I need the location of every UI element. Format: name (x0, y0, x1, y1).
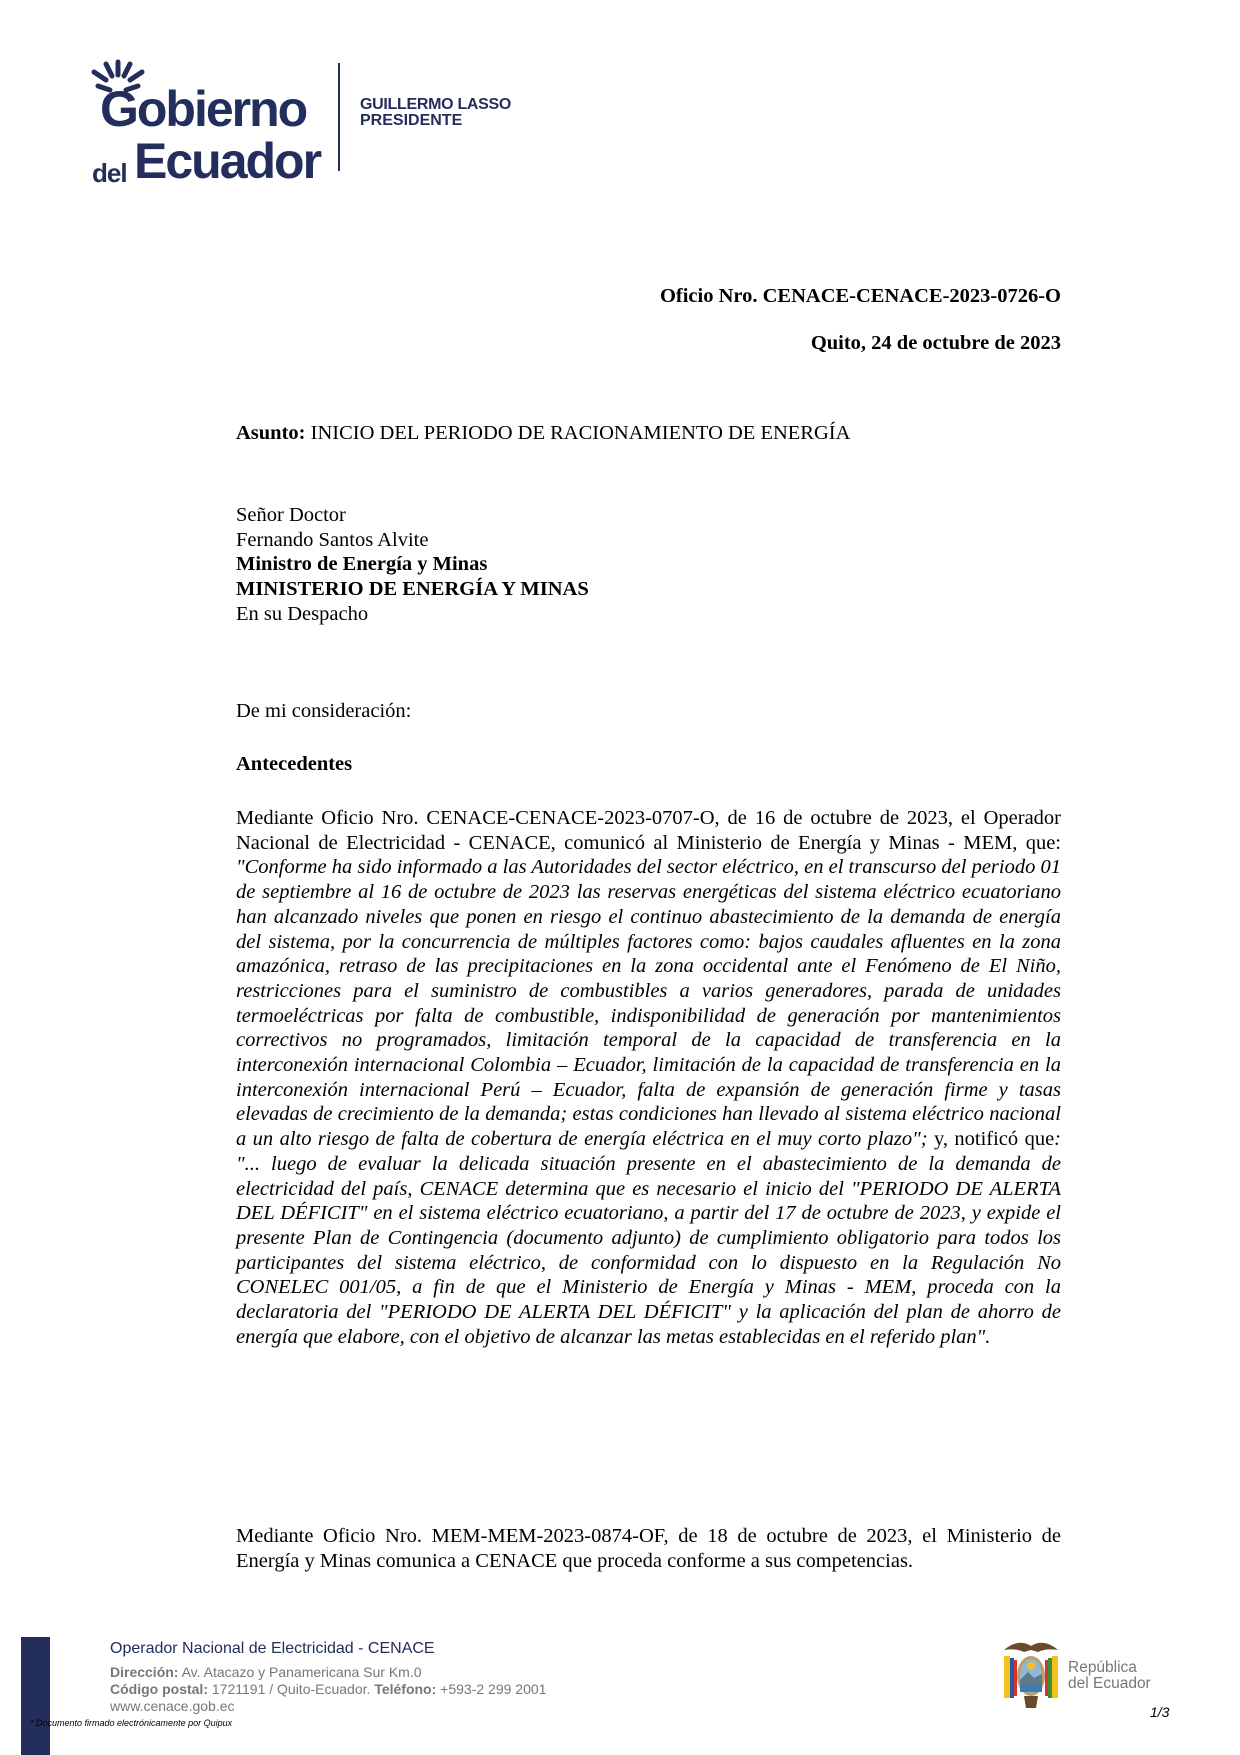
subject-label: Asunto: (236, 422, 306, 444)
footer-accent-bar (21, 1637, 50, 1755)
document-reference: Oficio Nro. CENACE-CENACE-2023-0726-O (659, 285, 1061, 307)
president-name: GUILLERMO LASSO (360, 96, 512, 113)
footer-address-label: Dirección: (110, 1664, 179, 1680)
paragraph-antecedentes-1 (236, 806, 1061, 1349)
electronic-signature-note: * Documento firmado electrónicamente por Quipux (30, 1718, 233, 1728)
footer-address (110, 1664, 422, 1681)
recipient-location: En su Despacho (236, 602, 369, 625)
quoted-text-1: "Conforme ha sido informado a las Autoridades del sector eléctrico, en el transcurso del periodo 01 de septiembre al 16 de octubre de 2023 las reservas energéticas del sistema eléctrico ecuatoriano han alcanzado niveles que ponen en riesgo el continuo abastecimiento de la demanda de energía del sistema, por la concurrencia de múltiples factores como: bajos caudales afluentes en la zona amazónica, retraso de las precipitaciones en la zona occidental ante el Fenómeno de El Niño, restricciones para el suministro de combustibles a varios generadores, parada de unidades termoeléctricas por falta de combustible, indisponibilidad de generación por mantenimientos correctivos no programados, limitación temporal de la capacidad de transferencia en la interconexión internacional Colombia – Ecuador, limitación de la capacidad de transferencia en la interconexión internacional Perú – Ecuador, falta de expansión de generación firme y tasas elevadas de crecimiento de la demanda; estas condiciones han llevado al sistema eléctrico nacional a un alto riesgo de falta de cobertura de energía eléctrica en el muy corto plazo"; (236, 856, 1061, 1151)
subject-text: INICIO DEL PERIODO DE RACIONAMIENTO DE ENERGÍA (305, 422, 851, 444)
paragraph-intro: Mediante Oficio Nro. CENACE-CENACE-2023-0707-O, de 16 de octubre de 2023, el Operador Nacional de Electricidad - CENACE, comunicó al Ministerio de Energía y Minas - MEM, que: (236, 807, 1061, 854)
city-date: Quito, 24 de octubre de 2023 (810, 332, 1061, 354)
recipient-name: Fernando Santos Alvite (236, 528, 429, 551)
logo-del-text: del (92, 158, 127, 188)
footer-postal-phone (110, 1681, 546, 1698)
footer-phone-value: +593-2 299 2001 (436, 1681, 547, 1697)
footer-website-link[interactable]: www.cenace.gob.ec (110, 1698, 235, 1714)
subject-line (236, 421, 1061, 446)
page-number: 1/3 (1150, 1704, 1170, 1720)
recipient-salutation: Señor Doctor (236, 504, 346, 526)
logo-ecuador-text: Ecuador (134, 133, 321, 189)
gobierno-del-ecuador-logo (88, 58, 648, 189)
recipient-block (236, 503, 1061, 627)
footer-postal-label: Código postal: (110, 1681, 208, 1697)
recipient-position: Ministro de Energía y Minas (236, 553, 488, 576)
quoted-text-2: : "... luego de evaluar la delicada situación presente en el abastecimiento de la demanda de electricidad del país, CENACE determina que es necesario el inicio del "PERIODO DE ALERTA DEL DÉFICIT" en el sistema eléctrico ecuatoriano, a partir del 17 de octubre de 2023, y expide el presente Plan de Contingencia (documento adjunto) de cumplimiento obligatorio para todos los participantes del sistema eléctrico, de conformidad con lo dispuesto en la Regulación No CONELEC 001/05, a fin de que el Ministerio de Energía y Minas - MEM, proceda con la declaratoria del "PERIODO DE ALERTA DEL DÉFICIT" y la aplicación del plan de ahorro de energía que elabore, con el objetivo de alcanzar las metas establecidas en el referido plan". (236, 1128, 1061, 1348)
greeting: De mi consideración: (236, 700, 412, 722)
paragraph-connector: y, notificó que (927, 1128, 1055, 1151)
logo-divider (338, 63, 340, 171)
republica-del-ecuador-text (1068, 1660, 1151, 1692)
footer-organization: Operador Nacional de Electricidad - CENACE (110, 1640, 435, 1657)
footer-phone-label: Teléfono: (374, 1681, 437, 1697)
republica-line-1: República (1068, 1659, 1137, 1676)
recipient-institution: MINISTERIO DE ENERGÍA Y MINAS (236, 578, 589, 601)
footer-postal-value: 1721191 / Quito-Ecuador. (208, 1681, 375, 1697)
ecuador-coat-of-arms-icon (996, 1636, 1066, 1714)
footer-address-value: Av. Atacazo y Panamericana Sur Km.0 (178, 1664, 422, 1680)
republica-line-2: del Ecuador (1068, 1675, 1151, 1692)
section-title: Antecedentes (236, 753, 353, 775)
paragraph-antecedentes-2: Mediante Oficio Nro. MEM-MEM-2023-0874-OF, de 18 de octubre de 2023, el Ministerio de Energía y Minas comunica a CENACE que proceda conforme a sus competencias. (236, 1525, 1061, 1572)
logo-gobierno-text: Gobierno (100, 81, 307, 137)
president-title: PRESIDENTE (360, 112, 463, 129)
